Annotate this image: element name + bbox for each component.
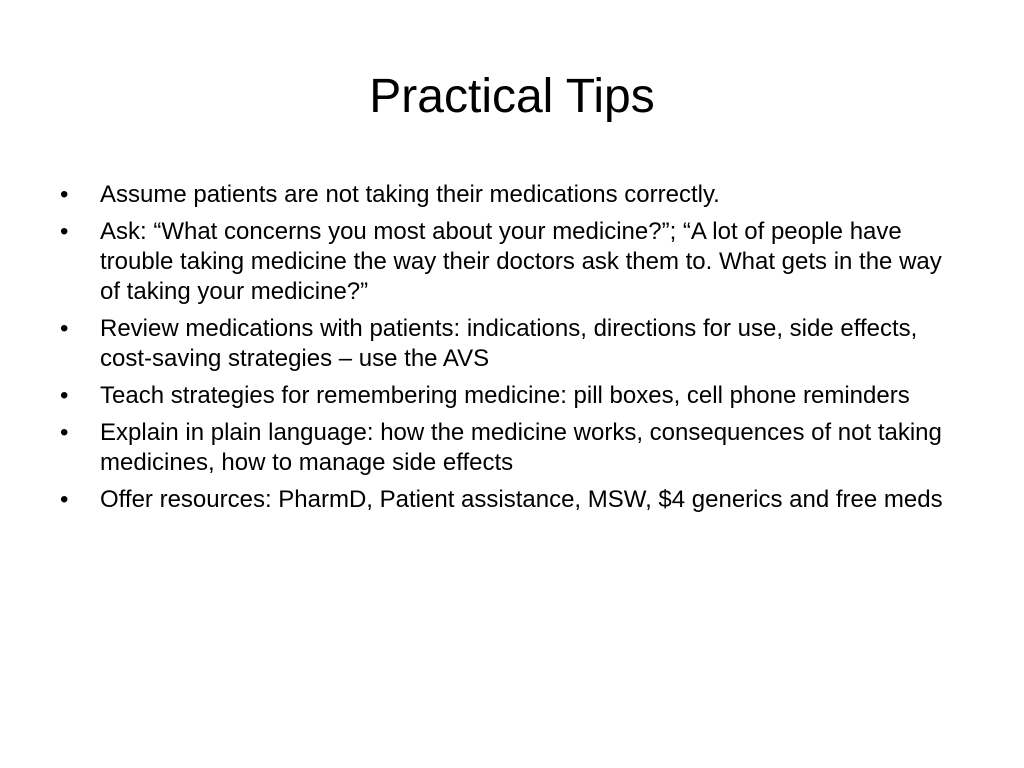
bullet-text: Offer resources: PharmD, Patient assistance, MSW, $4 generics and free meds xyxy=(100,486,943,513)
bullet-item xyxy=(56,314,968,374)
bullet-text: Review medications with patients: indications, directions for use, side effects, cost-saving strategies – use the AVS xyxy=(100,315,918,372)
bullet-item xyxy=(56,485,968,515)
bullet-icon: • xyxy=(60,218,69,245)
bullet-icon: • xyxy=(60,181,69,208)
bullet-text: Assume patients are not taking their medications correctly. xyxy=(100,181,720,208)
bullet-list xyxy=(56,180,968,522)
bullet-icon: • xyxy=(60,315,69,342)
bullet-item xyxy=(56,217,968,307)
bullet-text: Explain in plain language: how the medicine works, consequences of not taking medicines, how to manage side effects xyxy=(100,419,942,476)
bullet-text: Teach strategies for remembering medicine: pill boxes, cell phone reminders xyxy=(100,382,910,409)
bullet-item xyxy=(56,381,968,411)
bullet-icon: • xyxy=(60,382,69,409)
bullet-text: Ask: “What concerns you most about your medicine?”; “A lot of people have trouble taking medicine the way their doctors ask them to. What gets in the way of taking your medicine?” xyxy=(100,218,942,305)
bullet-icon: • xyxy=(60,486,69,513)
slide-title: Practical Tips xyxy=(369,70,655,123)
bullet-item xyxy=(56,180,968,210)
bullet-item xyxy=(56,418,968,478)
bullet-icon: • xyxy=(60,419,69,446)
